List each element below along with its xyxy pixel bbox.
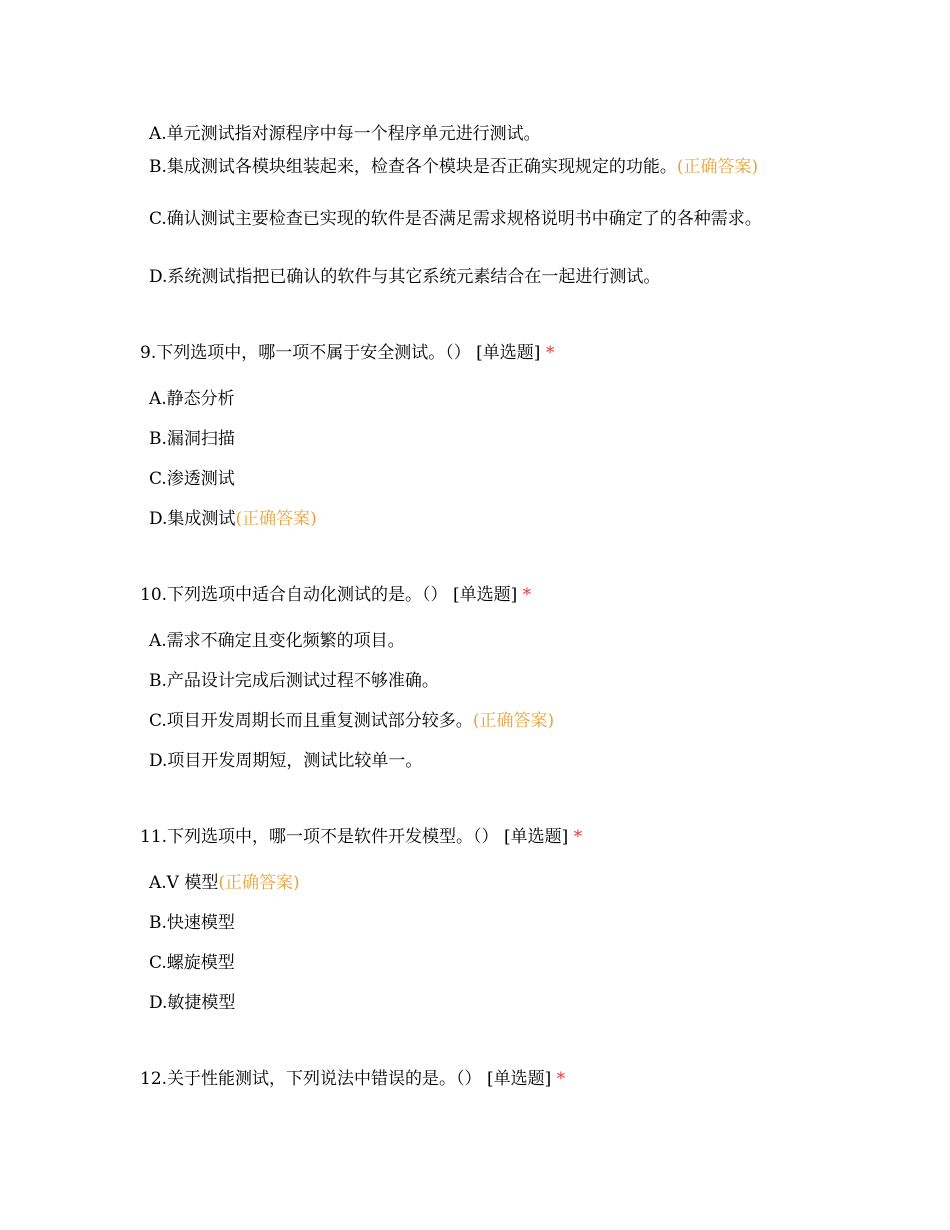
q12-blank: （） <box>456 1069 482 1089</box>
q11-blank: （） <box>473 827 499 847</box>
q10-option-b-text: B.产品设计完成后测试过程不够准确。 <box>149 671 439 691</box>
q9-required-mark: * <box>545 343 555 363</box>
q9-option-a-text: A.静态分析 <box>149 389 235 409</box>
q11-title-text: 11.下列选项中，哪一项不是软件开发模型。 <box>140 827 474 847</box>
q8-option-b <box>149 154 794 180</box>
q9-type-label: [单选题] <box>476 343 541 363</box>
q11-title <box>140 824 840 850</box>
q9-option-b <box>149 426 794 452</box>
q8-option-a-text: A.单元测试指对源程序中每一个程序单元进行测试。 <box>149 124 541 144</box>
q10-type-label: [单选题] <box>452 585 518 605</box>
q9-title-text: 9.下列选项中，哪一项不属于安全测试。 <box>140 343 446 363</box>
q11-option-c <box>149 950 794 976</box>
q10-option-a-text: A.需求不确定且变化频繁的项目。 <box>149 631 405 651</box>
q9-correct-answer-tag: (正确答案) <box>235 509 317 529</box>
q9-blank: （） <box>445 343 471 363</box>
q11-option-d-text: D.敏捷模型 <box>149 993 236 1013</box>
q8-option-c-text: C.确认测试主要检查已实现的软件是否满足需求规格说明书中确定了的各种需求。 <box>149 209 762 229</box>
q10-correct-answer-tag: (正确答案) <box>472 711 555 731</box>
q11-option-b <box>149 910 794 936</box>
q8-option-a <box>149 121 794 147</box>
q9-option-c <box>149 466 794 492</box>
q10-option-b <box>149 668 794 694</box>
q11-option-b-text: B.快速模型 <box>149 913 235 933</box>
q11-option-c-text: C.螺旋模型 <box>149 953 235 973</box>
q10-option-c <box>149 708 794 734</box>
q11-required-mark: * <box>573 827 583 847</box>
q11-option-a-text: A.V 模型 <box>149 873 219 893</box>
q10-title-text: 10.下列选项中适合自动化测试的是。 <box>140 585 423 605</box>
q12-type-label: [单选题] <box>486 1069 552 1089</box>
q11-option-d <box>149 990 794 1016</box>
q9-option-d <box>149 506 794 532</box>
q9-option-c-text: C.渗透测试 <box>149 469 235 489</box>
q11-correct-answer-tag: (正确答案) <box>218 873 300 893</box>
q10-blank: （） <box>422 585 448 605</box>
q8-option-d-text: D.系统测试指把已确认的软件与其它系统元素结合在一起进行测试。 <box>149 267 661 287</box>
q10-option-a <box>149 628 794 654</box>
q10-title <box>140 582 840 608</box>
q8-correct-answer-tag: (正确答案) <box>676 157 759 177</box>
q9-title <box>140 340 840 366</box>
q10-option-c-text: C.项目开发周期长而且重复测试部分较多。 <box>149 711 473 731</box>
q10-option-d <box>149 748 794 774</box>
q11-option-a <box>149 870 794 896</box>
q9-option-d-text: D.集成测试 <box>149 509 236 529</box>
q12-title-text: 12.关于性能测试，下列说法中错误的是。 <box>140 1069 457 1089</box>
q9-option-a <box>149 386 794 412</box>
q8-option-c <box>149 206 794 232</box>
q11-type-label: [单选题] <box>503 827 569 847</box>
q12-required-mark: * <box>556 1069 566 1089</box>
q10-option-d-text: D.项目开发周期短，测试比较单一。 <box>149 751 423 771</box>
q8-option-b-text: B.集成测试各模块组装起来，检查各个模块是否正确实现规定的功能。 <box>149 157 677 177</box>
q8-option-d <box>149 264 794 290</box>
q12-title <box>140 1066 840 1092</box>
q9-option-b-text: B.漏洞扫描 <box>149 429 235 449</box>
q10-required-mark: * <box>522 585 532 605</box>
